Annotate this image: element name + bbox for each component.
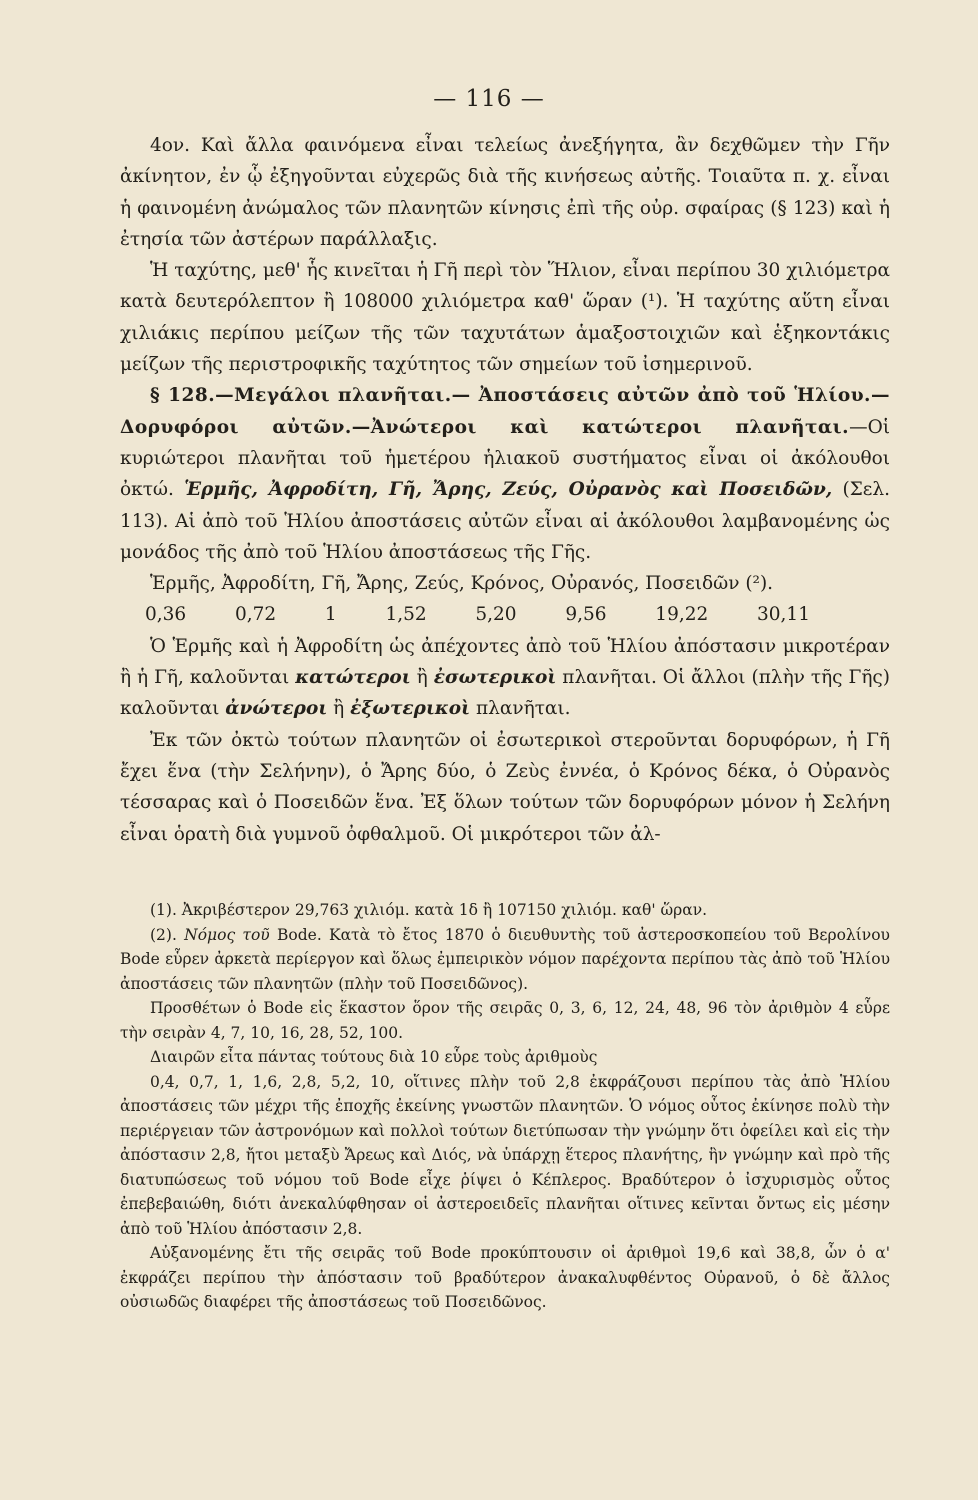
- paragraph-inner-outer: [120, 631, 890, 725]
- paragraph-4on: 4ον. Καὶ ἄλλα φαινόμενα εἶναι τελείως ἀνεξήγητα, ἂν δεχθῶμεν τὴν Γῆν ἀκίνητον, ἐν ᾧ ἐξηγοῦνται εὐχερῶς διὰ τῆς κινήσεως αὐτῆς. Τοιαῦτα π. χ. εἶναι ἡ φαινομένη ἀνώμαλος τῶν πλανητῶν κίνησις ἐπὶ τῆς οὐρ. σφαίρας (§ 123) καὶ ἡ ἐτησία τῶν ἀστέρων παράλλαξις.: [120, 135, 890, 250]
- distance-value: 9,56: [565, 604, 607, 626]
- page-number: — 116 —: [433, 86, 545, 112]
- para3-or-2: ἢ: [333, 698, 345, 720]
- footnote-2-title: Νόμος τοῦ: [184, 925, 270, 944]
- para3-text-a: Ὁ Ἑρμῆς καὶ ἡ Ἀφροδίτη ὡς ἀπέχοντες ἀπὸ τοῦ Ἡλίου ἀπόστασιν μικροτέραν ἢ ἡ Γῆ, καλοῦνται: [120, 635, 890, 689]
- footnote-2: [120, 923, 890, 997]
- distances-row: [120, 599, 890, 630]
- footnote-1: (1). Ἀκριβέστερον 29,763 χιλιόμ. κατὰ 1δ ἢ 107150 χιλιόμ. καθ' ὥραν.: [150, 901, 708, 919]
- distance-value: 30,11: [757, 604, 810, 626]
- section-heading: § 128.—Μεγάλοι πλανῆται.— Ἀποστάσεις αὐτῶν ἀπὸ τοῦ Ἡλίου.—Δορυφόροι αὐτῶν.—Ἀνώτεροι καὶ κατώτεροι πλανῆται.: [120, 385, 890, 438]
- distance-value: 1: [324, 604, 337, 626]
- term-outer: ἐξωτερικοὶ: [350, 698, 471, 720]
- distance-value: 5,20: [475, 604, 517, 626]
- footnote-bode-divide: Διαιρῶν εἶτα πάντας τούτους διὰ 10 εὗρε τοὺς ἀριθμοὺς: [150, 1048, 598, 1066]
- footnote-2-text: Bode. Κατὰ τὸ ἔτος 1870 ὁ διευθυντὴς τοῦ ἀστεροσκοπείου τοῦ Βερολίνου Bode εὗρεν ἀρκετὰ περίεργον καὶ ὅλως ἐμπειρικὸν νόμον παρέχοντα περίπου τὰς ἀπὸ τοῦ Ἡλίου ἀποστάσεις τῶν πλανητῶν (πλὴν τοῦ Ποσειδῶνος).: [120, 925, 890, 993]
- footnotes: [120, 898, 890, 1315]
- distance-value: 0,72: [234, 604, 277, 626]
- section-text-b: (Σελ. 113). Αἱ ἀπὸ τοῦ Ἡλίου ἀποστάσεις αὐτῶν εἶναι αἱ ἀκόλουθοι λαμβανομένης ὡς μονάδος τῆς ἀπὸ τοῦ Ἡλίου ἀποστάσεως τῆς Γῆς.: [120, 479, 890, 563]
- distance-value: 19,22: [655, 604, 709, 626]
- paragraph-speed: Ἡ ταχύτης, μεθ' ἧς κινεῖται ἡ Γῆ περὶ τὸν Ἥλιον, εἶναι περίπου 30 χιλιόμετρα κατὰ δευτερόλεπτον ἢ 108000 χιλιόμετρα καθ' ὥραν (¹). Ἡ ταχύτης αὕτη εἶναι χιλιάκις περίπου μείζων τῆς τῶν ταχυτάτων ἁμαξοστοιχιῶν καὶ ἑξηκοντάκις μείζων τῆς περιστροφικῆς ταχύτητος τῶν σημείων τοῦ ἰσημερινοῦ.: [120, 260, 890, 376]
- paragraph-satellites: Ἐκ τῶν ὀκτὼ τούτων πλανητῶν οἱ ἐσωτερικοὶ στεροῦνται δορυφόρων, ἡ Γῆ ἔχει ἕνα (τὴν Σελήνην), ὁ Ἄρης δύο, ὁ Ζεὺς ἐννέα, ὁ Κρόνος δέκα, ὁ Οὐρανὸς τέσσαρας καὶ ὁ Ποσειδῶν ἕνα. Ἐξ ὅλων τούτων τῶν δορυφόρων μόνον ἡ Σελήνη εἶναι ὁρατὴ διὰ γυμνοῦ ὀφθαλμοῦ. Οἱ μικρότεροι τῶν ἀλ-: [120, 729, 890, 845]
- distance-value: 1,52: [385, 604, 427, 626]
- term-inferior: κατώτεροι: [295, 667, 411, 689]
- section-text-a: —Οἱ κυριώτεροι πλανῆται τοῦ ἡμετέρου ἡλιακοῦ συστήματος εἶναι οἱ ἀκόλουθοι ὀκτώ.: [120, 416, 890, 501]
- planets-italic: Ἑρμῆς, Ἀφροδίτη, Γῆ, Ἄρης, Ζεύς, Οὐρανὸς καὶ Ποσειδῶν,: [184, 479, 833, 501]
- section-128: [120, 380, 890, 568]
- footnote-bode-numbers: 0,4, 0,7, 1, 1,6, 2,8, 5,2, 10, οἵτινες πλὴν τοῦ 2,8 ἐκφράζουσι περίπου τὰς ἀπὸ Ἡλίου ἀποστάσεις τῶν μέχρι τῆς ἐποχῆς ἐκείνης γνωστῶν πλανητῶν. Ὁ νόμος οὗτος ἐκίνησε πολὺ τὴν περιέργειαν τῶν ἀστρονόμων καὶ πολλοὶ τούτων διετύπωσαν τὴν γνώμην ὅτι ὀφείλει καὶ εἰς τὴν ἀπόστασιν 2,8, ἤτοι μεταξὺ Ἄρεως καὶ Διός, νὰ ὑπάρχῃ ἕτερος πλανήτης, ἣν γνώμην καὶ πρὸ τῆς διατυπώσεως τοῦ νόμου τοῦ Bode εἶχε ῥίψει ὁ Κέπλερος. Βραδύτερον ὁ ἰσχυρισμὸς οὗτος ἐπεβεβαιώθη, διότι ἀνεκαλύφθησαν οἱ ἀστεροειδεῖς πλανῆται οἵτινες κεῖνται ὄντως εἰς μέσην ἀπὸ τοῦ Ἡλίου ἀπόστασιν 2,8.: [120, 1072, 890, 1238]
- footnote-2-label: (2).: [150, 925, 177, 944]
- para3-text-b: πλανῆται. Οἱ ἄλλοι (πλὴν τῆς Γῆς) καλοῦνται: [120, 667, 890, 720]
- distance-value: 0,36: [145, 604, 187, 626]
- footnote-bode-series: Προσθέτων ὁ Bode εἰς ἕκαστον ὅρον τῆς σειρᾶς 0, 3, 6, 12, 24, 48, 96 τὸν ἀριθμὸν 4 εὗρε τὴν σειρὰν 4, 7, 10, 16, 28, 52, 100.: [120, 999, 890, 1042]
- planet-list: Ἑρμῆς, Ἀφροδίτη, Γῆ, Ἄρης, Ζεύς, Κρόνος, Οὐρανός, Ποσειδῶν (²).: [150, 573, 774, 595]
- para3-text-c: πλανῆται.: [475, 698, 571, 720]
- term-inner: ἐσωτερικοὶ: [433, 667, 557, 689]
- footnote-bode-extension: Αὐξανομένης ἔτι τῆς σειρᾶς τοῦ Bode προκύπτουσιν οἱ ἀριθμοὶ 19,6 καὶ 38,8, ὧν ὁ α' ἐκφράζει περίπου τὴν ἀπόστασιν τοῦ βραδύτερον ἀνακαλυφθέντος Οὐρανοῦ, ὁ δὲ ἄλλος οὐσιωδῶς διαφέρει τῆς ἀποστάσεως τοῦ Ποσειδῶνος.: [120, 1244, 890, 1311]
- main-text: [120, 130, 890, 850]
- para3-or-1: ἢ: [416, 667, 428, 689]
- term-superior: ἀνώτεροι: [225, 698, 328, 720]
